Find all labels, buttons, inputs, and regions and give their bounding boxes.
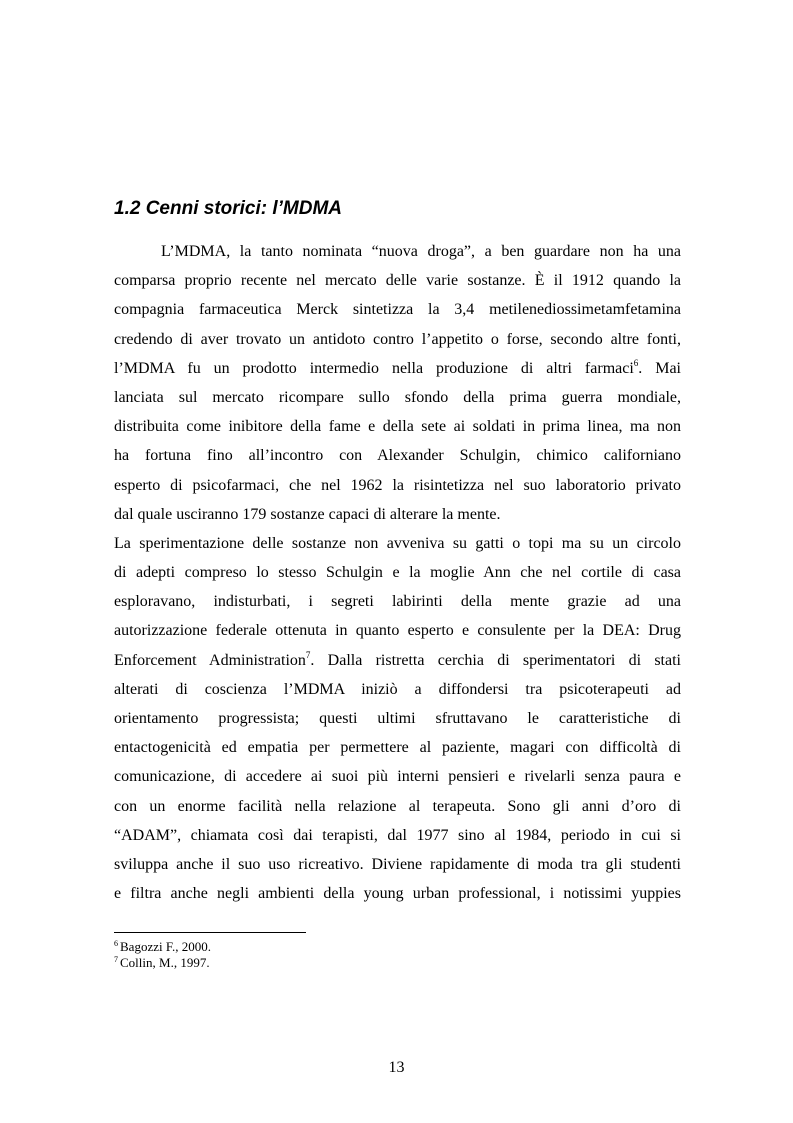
text-line <box>114 704 681 733</box>
text-line <box>114 266 681 295</box>
section-heading: 1.2 Cenni storici: l’MDMA <box>114 198 343 219</box>
footnote-reference: 6 <box>633 357 639 368</box>
text-line-content: comparsa proprio recente nel mercato delle varie sostanze. È il 1912 quando la <box>114 272 681 290</box>
text-line <box>114 558 681 587</box>
text-line-content: compagnia farmaceutica Merck sintetizza la 3,4 metilenediossimetamfetamina <box>114 301 681 319</box>
text-line-content: autorizzazione federale ottenuta in quanto esperto e consulente per la DEA: Drug <box>114 622 681 640</box>
text-line-content: L’MDMA, la tanto nominata “nuova droga”, a ben guardare non ha una <box>161 243 681 260</box>
text-line-content: entactogenicità ed empatia per permettere al paziente, magari con difficoltà di <box>114 739 681 757</box>
footnote-number: 6 <box>114 939 118 948</box>
text-line-content: di adepti compreso lo stesso Schulgin e la moglie Ann che nel cortile di casa <box>114 564 681 582</box>
text-line <box>114 616 681 645</box>
text-line <box>114 500 681 529</box>
text-line-content: Enforcement Administration <box>114 651 306 669</box>
text-line-content: esploravano, indisturbati, i segreti labirinti della mente grazie ad una <box>114 593 681 611</box>
text-line <box>114 529 681 558</box>
footnotes <box>114 939 211 971</box>
text-line-continuation: . Dalla ristretta cerchia di sperimentatori di stati <box>310 651 681 669</box>
footnote <box>114 955 211 971</box>
text-line-content: con un enorme facilità nella relazione al terapeuta. Sono gli anni d’oro di <box>114 797 681 815</box>
footnote-number: 7 <box>114 955 118 964</box>
text-line <box>114 879 681 908</box>
text-line-content: alterati di coscienza l’MDMA iniziò a diffondersi tra psicoterapeuti ad <box>114 680 681 698</box>
text-line <box>114 675 681 704</box>
text-line <box>114 325 681 354</box>
footnote-text: Bagozzi F., 2000. <box>120 939 212 954</box>
text-line-content: e filtra anche negli ambienti della young urban professional, i notissimi yuppies <box>114 885 681 903</box>
text-line-content: comunicazione, di accedere ai suoi più interni pensieri e rivelarli senza paura e <box>114 768 681 786</box>
text-line-content: dal quale usciranno 179 sostanze capaci di alterare la mente. <box>114 505 501 523</box>
text-line-content: distribuita come inibitore della fame e della sete ai soldati in prima linea, ma non <box>114 418 681 436</box>
text-line-content: l’MDMA fu un prodotto intermedio nella produzione di altri farmaci <box>114 359 634 377</box>
text-line <box>114 646 681 675</box>
text-line-content: La sperimentazione delle sostanze non avveniva su gatti o topi ma su un circolo <box>114 534 681 552</box>
text-line-continuation: . Mai <box>638 359 681 377</box>
text-line <box>114 354 681 383</box>
footnote-separator <box>114 932 306 933</box>
text-line <box>114 295 681 324</box>
text-line <box>114 412 681 441</box>
text-line <box>114 850 681 879</box>
text-line <box>114 792 681 821</box>
text-line <box>114 762 681 791</box>
page-number: 13 <box>388 1059 405 1076</box>
text-line-content: “ADAM”, chiamata così dai terapisti, dal 1977 sino al 1984, periodo in cui si <box>114 826 681 844</box>
text-line <box>114 733 681 762</box>
text-line-content: credendo di aver trovato un antidoto contro l’appetito o forse, secondo altre fonti, <box>114 330 681 348</box>
text-line <box>114 587 681 616</box>
text-line <box>114 383 681 412</box>
text-line-content: ha fortuna fino all’incontro con Alexander Schulgin, chimico californiano <box>114 447 681 465</box>
footnote <box>114 939 211 955</box>
text-line-content: sviluppa anche il suo uso ricreativo. Diviene rapidamente di moda tra gli studenti <box>114 855 681 873</box>
paragraph <box>114 237 681 529</box>
text-line <box>114 441 681 470</box>
text-line <box>114 471 681 500</box>
text-line-content: esperto di psicofarmaci, che nel 1962 la risintetizza nel suo laboratorio privato <box>114 476 681 494</box>
paragraph <box>114 529 681 908</box>
text-line-content: orientamento progressista; questi ultimi sfruttavano le caratteristiche di <box>114 710 681 727</box>
footnote-text: Collin, M., 1997. <box>120 955 210 970</box>
text-line-content: lanciata sul mercato ricompare sullo sfondo della prima guerra mondiale, <box>114 388 681 406</box>
text-line <box>114 821 681 850</box>
body-text <box>114 237 681 908</box>
text-line <box>114 237 681 266</box>
footnote-reference: 7 <box>305 649 311 660</box>
